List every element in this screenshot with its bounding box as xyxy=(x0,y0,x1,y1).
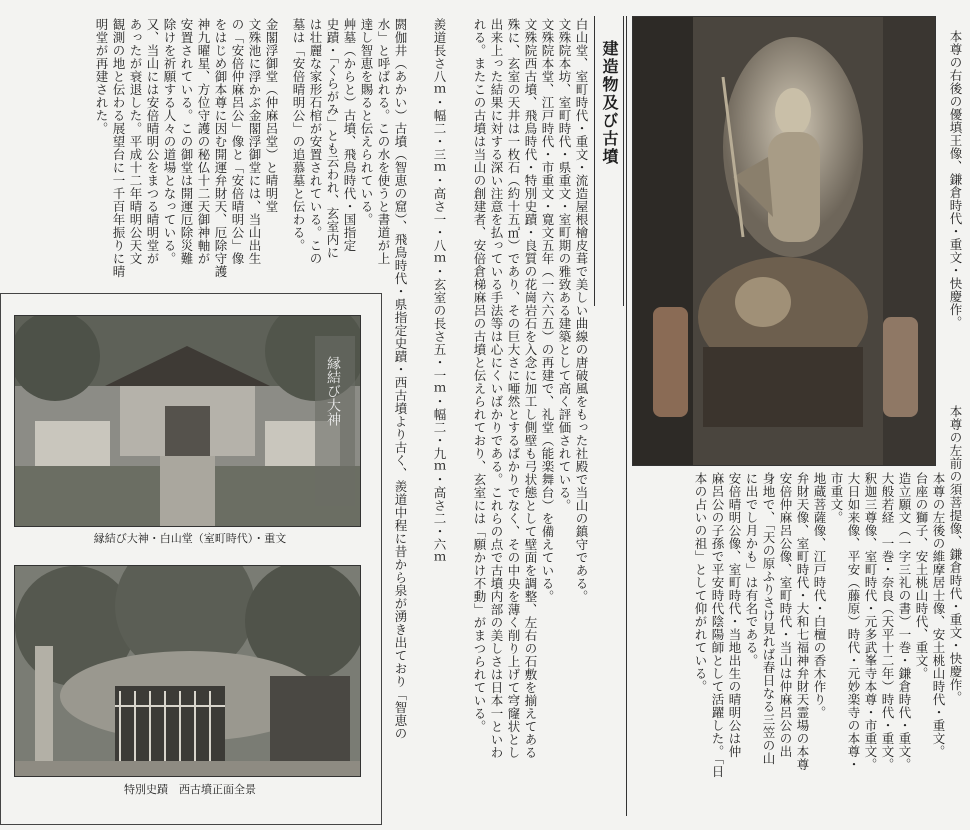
text-column: 本尊の左前の須菩提像、鎌倉時代・重文・快慶作。 xyxy=(948,405,963,704)
text-column: 又、当山には安倍晴明公をまつる晴明堂が xyxy=(145,18,160,265)
text-column: あったが衰退した。平成十二年晴明公天文 xyxy=(128,18,143,265)
text-column: 出来上った結果に対する深い注意を払っている手法等は心にくいばかりである。これらの点で古墳内部の美しさは日本一といわ xyxy=(489,18,504,759)
text-column: 文殊院本坊、室町時代・県重文・室町期の雅致ある建築として高く評価されている。 xyxy=(557,18,572,512)
text-column: 観測の地と伝わる展望台に一千百年振りに晴 xyxy=(111,18,126,278)
text-column: 閼伽井（あかい）古墳（智恵の窟）、飛鳥時代・県指定史蹟・西古墳より古く、羨道中程に昔から泉が湧き出ており「智恵の xyxy=(393,18,408,740)
text-column: は壮麗な家形石棺が安置されている。この xyxy=(308,18,323,265)
text-column: 市重文。 xyxy=(829,472,844,524)
text-column: 羨道長さ八ｍ・幅二・三ｍ・高さ一・八ｍ・玄室の長さ五・一ｍ・幅二・九ｍ・高さ二・六ｍ xyxy=(432,18,447,564)
text-column: 白山堂、室町時代・重文・流造屋根檜皮葺で美しい曲線の唐破風をもった社殿で当山の鎮守である。 xyxy=(574,18,589,603)
text-column: 安倍晴明公像、室町時代・当地出生の晴明公は仲 xyxy=(727,472,742,758)
text-column: をはじめ御本尊に因む開運弁財天、厄除守護 xyxy=(213,18,228,278)
text-column: の「安倍仲麻呂公」像と「安倍晴明公」像 xyxy=(230,18,245,265)
text-column: 金閣浮御堂（仲麻呂堂）と晴明堂 xyxy=(264,18,279,213)
section-heading: 建造物及び古墳 xyxy=(600,40,619,166)
text-column: 本尊の左後の維摩居士像、安土桃山時代・重文。 xyxy=(931,472,946,758)
text-column: 安置されている。この御堂は開運厄除災難 xyxy=(179,18,194,265)
text-column: 殊に、玄室の天井は一枚石（約十五㎡）であり、その巨大さに唖然とするばかりでなく、その中央を薄く削り上げて穹窿状とし xyxy=(506,18,521,759)
text-column: 水」と呼ばれる。この水を使うと書道が上 xyxy=(376,18,391,265)
text-column: 大般若経 一巻・奈良（天平十二年）時代・重文。 xyxy=(880,472,895,771)
text-column: 造立願文（一字三礼の書）一巻・鎌倉時代・重文。 xyxy=(897,472,912,771)
shrine-photo xyxy=(14,315,361,527)
text-column: 地蔵菩薩像、江戸時代・白檀の香木作り。 xyxy=(812,472,827,719)
text-column: 達し智恵を賜ると伝えられている。 xyxy=(359,18,374,226)
text-column: 本尊の右後の優填王像、鎌倉時代・重文・快慶作。 xyxy=(948,30,963,329)
text-column: 文殊池に浮かぶ金閣浮御堂には、当山出生 xyxy=(247,18,262,265)
text-column: 大日如来像、平安（藤原）時代・元妙楽寺の本尊・ xyxy=(846,472,861,771)
text-column: 除けを祈願する人々の道場となっている。 xyxy=(162,18,177,265)
tumulus-photo xyxy=(14,565,361,777)
banner-text: 縁結び大神 xyxy=(325,356,341,426)
text-column: に出でし月かも」は有名である。 xyxy=(744,472,759,667)
text-column: 身地で、「天の原ふりさけ見れば春日なる三笠の山 xyxy=(761,472,776,765)
text-column: 史蹟・「くらがみ」とも云われ、玄室内に xyxy=(325,18,340,259)
column-rule xyxy=(626,16,627,816)
text-column: 本の占いの祖」として仰がれている。 xyxy=(693,472,708,693)
text-column: 台座の獅子、安土桃山時代、重文。 xyxy=(914,472,929,680)
text-column: 文殊院本堂、江戸時代・市重文・寛文五年（一六六五）の再建で、礼堂（能楽舞台）を備えている。 xyxy=(540,18,555,603)
photo-caption: 縁結び大神・白山堂（室町時代）・重文 xyxy=(93,532,287,545)
text-column: 墓は「安倍晴明公」の追慕墓と伝わる。 xyxy=(291,18,306,252)
text-column: 艸墓（からと）古墳、飛鳥時代・国指定 xyxy=(342,18,357,252)
text-column: れる。またこの古墳は当山の創建者、安倍倉梯麻呂の古墳と伝えられており、玄室には「願かけ不動」がまつられている。 xyxy=(472,18,487,733)
text-column: 弁財天像、室町時代・大和七福神弁財天霊場の本尊 xyxy=(795,472,810,771)
text-column: 文殊院西古墳、飛鳥時代・特別史蹟・良質の花崗岩石を入念に加工し側壁も弓状態として壁面を調整、左右の石敷を揃えてある xyxy=(523,18,538,759)
text-column: 安倍仲麻呂公像、室町時代・当山は仲麻呂公の出 xyxy=(778,472,793,758)
text-column: 明堂が再建された。 xyxy=(94,18,109,135)
text-column: 神九曜星、方位守護の秘仏十二天御神軸が xyxy=(196,18,211,265)
photo-caption: 特別史蹟 西古墳正面全景 xyxy=(124,783,256,796)
text-column: 釈迦三尊像、室町時代・元多武峯寺本尊・市重文。 xyxy=(863,472,878,771)
text-column: 麻呂公の子孫で平安時代陰陽師として活躍した。「日 xyxy=(710,472,725,778)
